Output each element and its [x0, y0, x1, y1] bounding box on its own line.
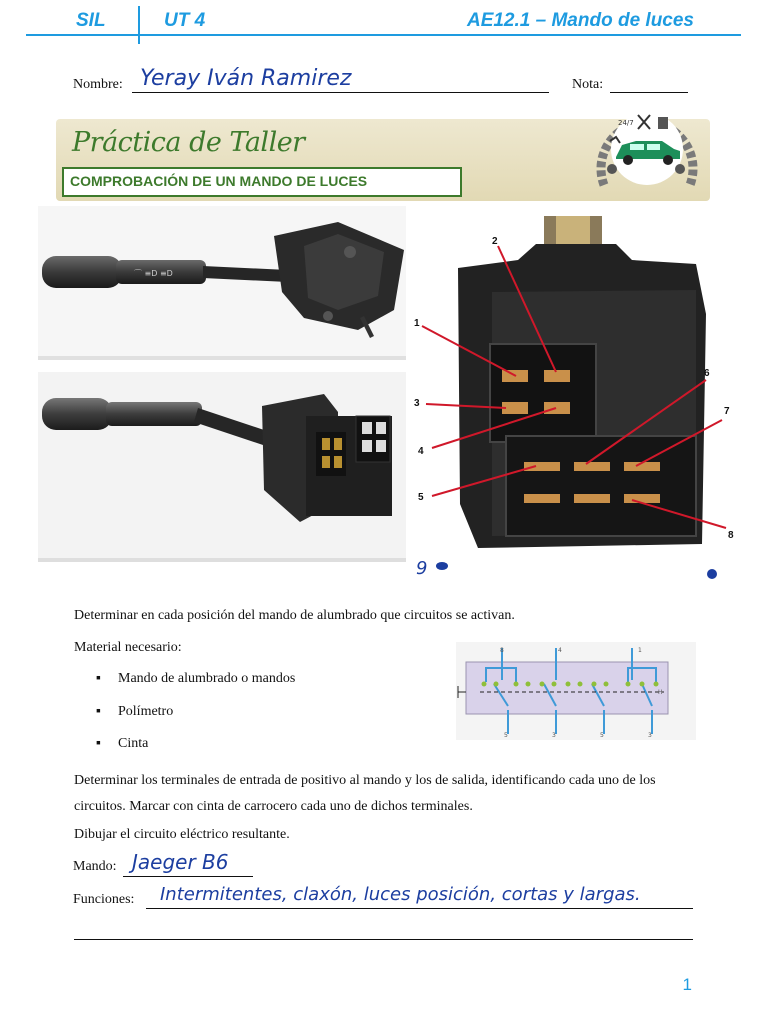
circuit-top-label: 1 — [638, 647, 642, 654]
circuit-top-label: 4 — [558, 647, 562, 654]
banner-subtitle: COMPROBACIÓN DE UN MANDO DE LUCES — [70, 173, 368, 189]
terminal-label-8: 8 — [728, 530, 734, 541]
material-item: ▪ Polímetro — [96, 704, 174, 719]
circuit-top-label: 8 — [500, 647, 504, 654]
banner-title: Práctica de Taller — [72, 127, 305, 158]
connector-terminal-diagram — [406, 204, 748, 596]
mando-line — [123, 876, 253, 877]
circuit-bottom-label: 5 — [504, 732, 508, 739]
intro-text: Determinar en cada posición del mando de alumbrado que circuitos se activan. — [74, 608, 515, 623]
terminal-label-5: 5 — [418, 492, 424, 503]
material-item: ▪ Mando de alumbrado o mandos — [96, 671, 296, 686]
page-header — [0, 0, 768, 46]
circuit-bottom-label: 3 — [552, 732, 556, 739]
terminal-label-2: 2 — [492, 236, 498, 247]
switch-photo-top — [38, 206, 408, 360]
nota-label: Nota: — [572, 77, 604, 92]
mando-value: Jaeger B6 — [132, 850, 229, 874]
terminal-label-6: 6 — [704, 368, 710, 379]
svg-text:⌒ ≡D ≡D: ⌒ ≡D ≡D — [134, 269, 173, 278]
terminal-label-4: 4 — [418, 446, 424, 457]
funciones-line — [146, 908, 693, 909]
terminal-label-3: 3 — [414, 398, 420, 409]
circuit-bottom-label: 5 — [600, 732, 604, 739]
terminal-label-7: 7 — [724, 406, 730, 417]
task1-text: Determinar los terminales de entrada de positivo al mando y los de salida, identificando cada uno de los circuitos. Marcar con cinta de carrocero cada uno de dichos terminales. — [74, 773, 656, 814]
circuit-side-label: H — [658, 689, 663, 696]
material-label: Material necesario: — [74, 640, 182, 655]
nombre-label: Nombre: — [73, 77, 123, 92]
activity-title: AE12.1 – Mando de luces — [466, 10, 694, 31]
unit-label: UT 4 — [164, 10, 206, 31]
workshop-logo — [596, 97, 698, 193]
circuit-bottom-label: 3 — [648, 732, 652, 739]
mando-label: Mando: — [73, 859, 117, 874]
logo-text: 24/7 — [618, 119, 634, 127]
funciones-label: Funciones: — [73, 892, 135, 907]
funciones-line-2 — [74, 939, 693, 940]
terminal-label-1: 1 — [414, 318, 420, 329]
header-rule — [26, 34, 741, 36]
header-divider — [138, 6, 140, 44]
material-item: ▪ Cinta — [96, 736, 149, 751]
course-label: SIL — [76, 10, 106, 31]
switch-photo-bottom — [38, 372, 408, 562]
funciones-value: Intermitentes, claxón, luces posición, cortas y largas. — [160, 884, 641, 905]
circuit-schematic — [456, 642, 696, 740]
page-number: 1 — [682, 975, 692, 994]
handwritten-terminal-9: 9 — [416, 558, 428, 579]
nota-line — [610, 92, 688, 93]
nombre-value: Yeray Iván Ramirez — [140, 66, 352, 91]
task2-text: Dibujar el circuito eléctrico resultante. — [74, 827, 290, 842]
nombre-line — [132, 92, 549, 93]
